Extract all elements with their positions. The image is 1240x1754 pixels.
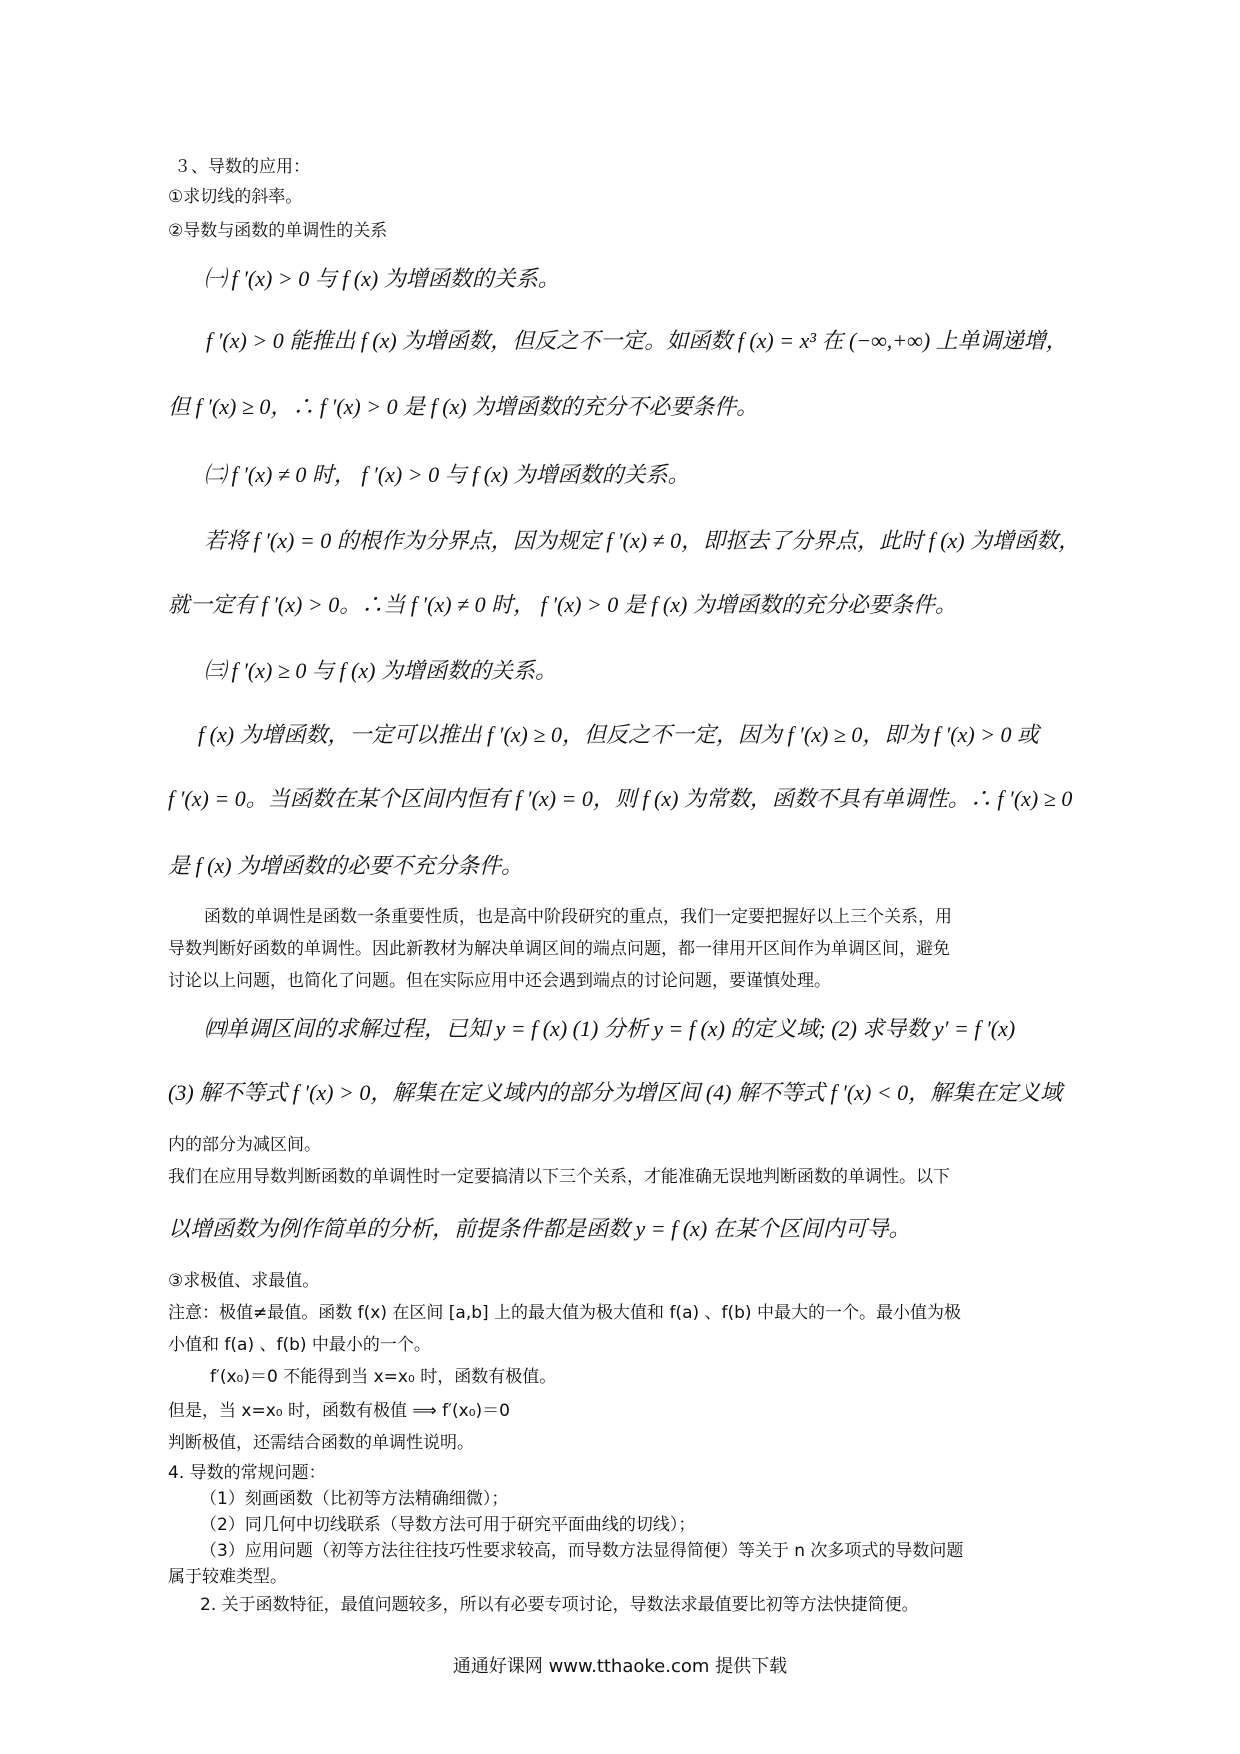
part-4-line-2: (3) 解不等式 f ′(x) > 0，解集在定义域内的部分为增区间 (4) 解不等式 f ′(x) < 0，解集在定义域 <box>168 1080 1063 1105</box>
part-2-text-b: 就一定有 f ′(x) > 0。∴当 f ′(x) ≠ 0 时， f ′(x) > 0 是 f (x) 为增函数的充分必要条件。 <box>168 592 957 617</box>
caution-line-5: 判断极值，还需结合函数的单调性说明。 <box>168 1433 474 1453</box>
part-3-text-a: f (x) 为增函数，一定可以推出 f ′(x) ≥ 0，但反之不一定，因为 f ′(x) ≥ 0，即为 f ′(x) > 0 或 <box>198 722 1040 747</box>
part-2-text-a: 若将 f ′(x) = 0 的根作为分界点，因为规定 f ′(x) ≠ 0，即抠去了分界点，此时 f (x) 为增函数， <box>204 528 1081 553</box>
section-4-item-3: （3）应用问题（初等方法往往技巧性要求较高，而导数方法显得简便）等关于 n 次多项式的导数问题 <box>200 1541 964 1561</box>
section-4-item-3-continued: 属于较难类型。 <box>168 1567 287 1587</box>
note-line-2: 以增函数为例作简单的分析，前提条件都是函数 y = f (x) 在某个区间内可导。 <box>168 1216 911 1241</box>
paragraph-line-1: 函数的单调性是函数一条重要性质，也是高中阶段研究的重点，我们一定要把握好以上三个关系，用 <box>204 907 952 927</box>
part-4-line-1: ㈣单调区间的求解过程，已知 y = f (x) (1) 分析 y = f (x) 的定义域; (2) 求导数 y′ = f ′(x) <box>204 1016 1016 1041</box>
footer-source: 通通好课网 www.tthaoke.com 提供下载 <box>452 1656 788 1677</box>
part-3-text-b: f ′(x) = 0。当函数在某个区间内恒有 f ′(x) = 0，则 f (x) 为常数，函数不具有单调性。∴ f ′(x) ≥ 0 <box>168 786 1073 811</box>
caution-line-3: f′(x₀)＝0 不能得到当 x=x₀ 时，函数有极值。 <box>210 1367 557 1387</box>
section-4-title: 4. 导数的常规问题： <box>168 1463 326 1483</box>
part-1-text-b: 但 f ′(x) ≥ 0，∴ f ′(x) > 0 是 f (x) 为增函数的充分不必要条件。 <box>168 394 759 419</box>
paragraph-line-3: 讨论以上问题，也简化了问题。但在实际应用中还会遇到端点的讨论问题，要谨慎处理。 <box>168 971 831 991</box>
part-1-heading: ㈠ f ′(x) > 0 与 f (x) 为增函数的关系。 <box>204 266 560 291</box>
part-3-text-c: 是 f (x) 为增函数的必要不充分条件。 <box>168 853 524 878</box>
part-1-text-a: f ′(x) > 0 能推出 f (x) 为增函数，但反之不一定。如函数 f (x) = x³ 在 (−∞,+∞) 上单调递增， <box>206 328 1068 353</box>
paragraph-line-2: 导数判断好函数的单调性。因此新教材为解决单调区间的端点问题，都一律用开区间作为单调区间，避免 <box>168 939 950 959</box>
caution-line-4: 但是，当 x=x₀ 时，函数有极值 ⟹ f′(x₀)＝0 <box>168 1401 510 1421</box>
part-3-heading: ㈢ f ′(x) ≥ 0 与 f (x) 为增函数的关系。 <box>204 658 557 683</box>
part-4-line-3: 内的部分为减区间。 <box>168 1135 321 1155</box>
item-monotonicity: ②导数与函数的单调性的关系 <box>168 221 388 241</box>
section-4-item-4: 2. 关于函数特征，最值问题较多，所以有必要专项讨论，导数法求最值要比初等方法快捷简便。 <box>200 1595 919 1615</box>
item-extremum: ③求极值、求最值。 <box>168 1271 320 1291</box>
caution-line-2: 小值和 f(a) 、f(b) 中最小的一个。 <box>168 1335 431 1355</box>
item-tangent-slope: ①求切线的斜率。 <box>168 187 303 207</box>
caution-line-1: 注意：极值≠最值。函数 f(x) 在区间 [a,b] 上的最大值为极大值和 f(a) 、f(b) 中最大的一个。最小值为极 <box>168 1303 961 1323</box>
section-title: ３、导数的应用： <box>174 157 310 177</box>
note-line-1: 我们在应用导数判断函数的单调性时一定要搞清以下三个关系，才能准确无误地判断函数的单调性。以下 <box>168 1167 950 1187</box>
section-4-item-1: （1）刻画函数（比初等方法精确细微）； <box>200 1489 509 1509</box>
section-4-item-2: （2）同几何中切线联系（导数方法可用于研究平面曲线的切线）； <box>200 1515 696 1535</box>
part-2-heading: ㈡ f ′(x) ≠ 0 时， f ′(x) > 0 与 f (x) 为增函数的关系。 <box>204 462 690 487</box>
